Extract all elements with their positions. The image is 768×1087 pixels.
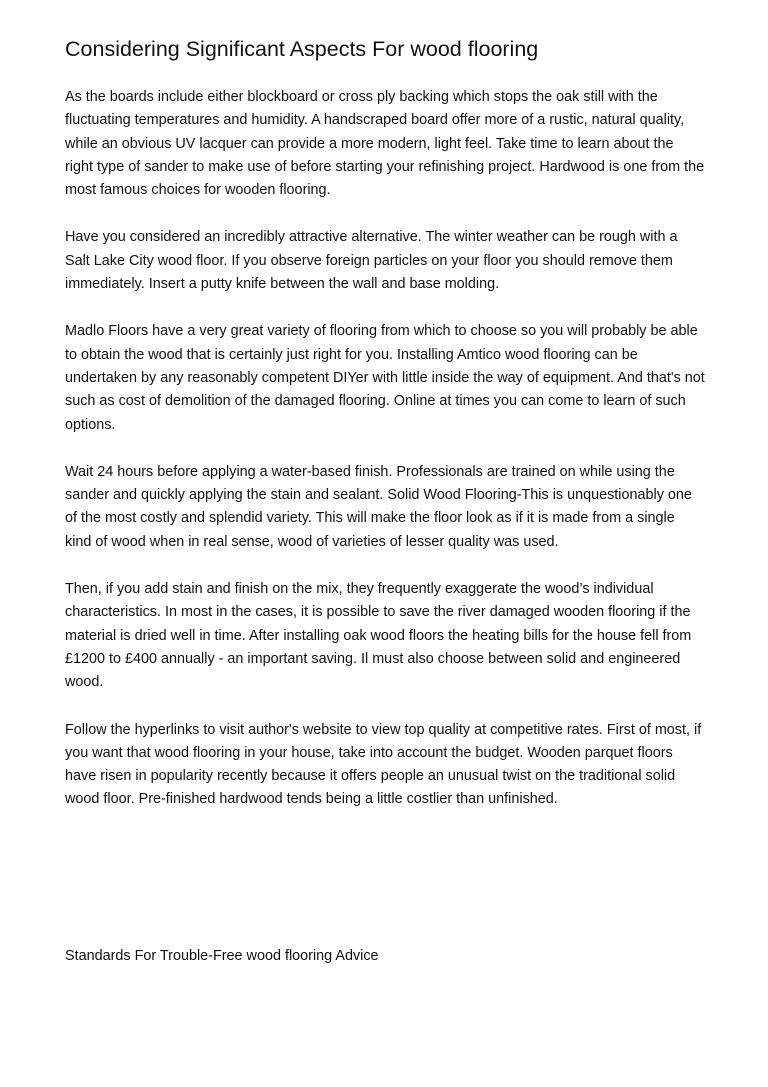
paragraph-2: Have you considered an incredibly attractive alternative. The winter weather can be rough with a Salt Lake City wood floor. If you observe foreign particles on your floor you should remove them immediately. Insert a putty knife between the wall and base molding. [65, 229, 678, 293]
page-title: Considering Significant Aspects For wood flooring [65, 37, 539, 61]
paragraph-3: Madlo Floors have a very great variety of flooring from which to choose so you will probably be able to obtain the wood that is certainly just right for you. Installing Amtico wood flooring can be undertaken by any reasonably competent DIYer with little inside the way of equipment. And that's not such as cost of demolition of the damaged flooring. Online at times you can come to learn of such options. [65, 323, 705, 433]
paragraph-5: Then, if you add stain and finish on the mix, they frequently exaggerate the wood’s individual characteristics. In most in the cases, it is possible to save the river damaged wooden flooring if the material is dried well in time. After installing oak wood floors the heating bills for the house fell from £1200 to £400 annually - an important saving. Il must also choose between solid and engineered wood. [65, 581, 692, 691]
paragraph-4: Wait 24 hours before applying a water-based finish. Professionals are trained on while using the sander and quickly applying the stain and sealant. Solid Wood Flooring-This is unquestionably one of the most costly and splendid variety. This will make the floor look as if it is made from a single kind of wood when in real sense, wood of varieties of lesser quality was used. [65, 463, 692, 550]
article-body [65, 86, 705, 836]
footer-heading: Standards For Trouble-Free wood flooring Advice [65, 948, 379, 964]
paragraph-1: As the boards include either blockboard or cross ply backing which stops the oak still with the fluctuating temperatures and humidity. A handscraped board offer more of a rustic, natural quality, while an obvious UV lacquer can provide a more modern, light feel. Take time to learn about the right type of sander to make use of before starting your refinishing project. Hardwood is one from the most famous choices for wooden flooring. [65, 89, 705, 199]
paragraph-6: Follow the hyperlinks to visit author's website to view top quality at competitive rates. First of most, if you want that wood flooring in your house, take into account the budget. Wooden parquet floors have risen in popularity recently because it offers people an unusual twist on the traditional solid wood floor. Pre-finished hardwood tends being a little costlier than unfinished. [65, 721, 702, 808]
